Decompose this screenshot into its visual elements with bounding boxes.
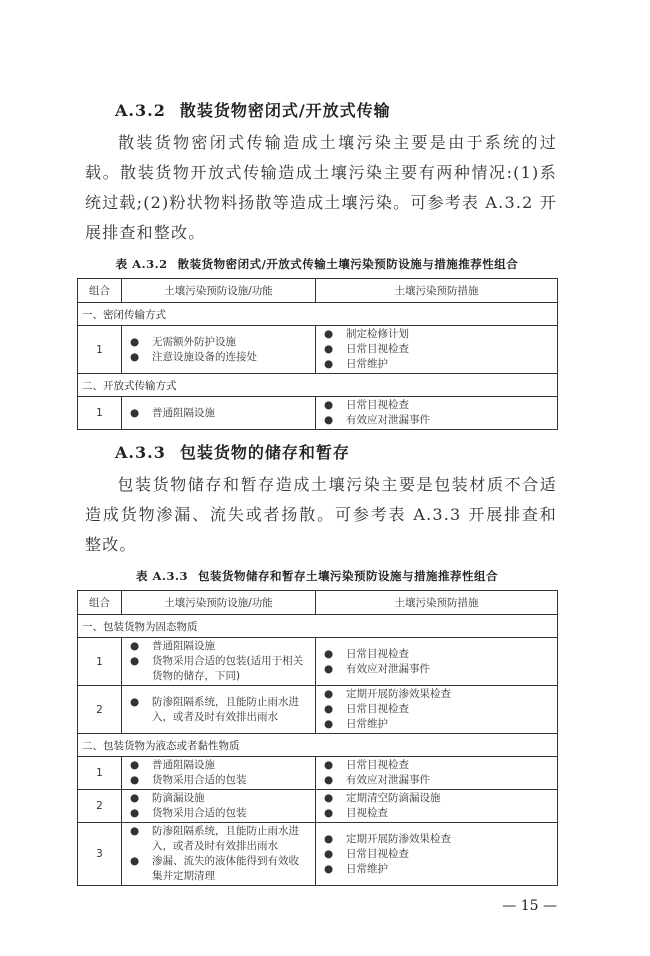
list-item-text: 日常目视检查 [346,847,409,860]
list-item [128,773,309,788]
list-item [128,854,309,884]
table-header-row [78,591,558,615]
column-header: 土壤污染预防设施/功能 [122,279,316,303]
list-item [128,335,309,350]
measures-cell [316,757,558,790]
list-item [322,647,551,662]
bullet-list [128,791,309,821]
list-item-text: 有效应对泄漏事件 [346,662,430,675]
bullet-icon: ● [324,414,334,426]
bullet-icon: ● [324,688,334,700]
bullet-icon: ● [130,825,140,837]
list-item [128,695,309,725]
list-item [128,758,309,773]
list-item-text: 日常目视检查 [346,759,409,771]
page-number: — 15 — [502,898,557,914]
list-item [322,342,551,357]
list-item-text: 渗漏、流失的液体能得到有效收集并定期清理 [152,855,299,882]
bullet-icon: ● [324,862,334,875]
list-item-text: 日常目视检查 [346,703,409,715]
list-item [322,413,551,428]
facilities-cell [122,790,316,823]
bullet-icon: ● [324,807,334,819]
bullet-icon: ● [130,807,140,819]
section-title: 包装货物的储存和暂存 [179,443,350,462]
list-item-text: 普通阻隔设施 [152,759,215,771]
paragraph [85,470,557,560]
list-item-text: 定期开展防渗效果检查 [346,832,451,845]
section-heading [115,98,557,124]
bullet-icon: ● [324,774,334,786]
combination-id: 1 [78,757,122,790]
measures-cell [316,790,558,823]
list-item [322,806,551,821]
list-item-text: 制定检修计划 [346,328,409,340]
column-header: 土壤污染预防设施/功能 [122,591,316,615]
facilities-cell [122,397,316,430]
paragraph-text: 散装货物密闭式传输造成土壤污染主要是由于系统的过载。散装货物开放式传输造成土壤污染主要有两种情况:(1)系统过载;(2)粉状物料扬散等造成土壤污染。可参考表 A.3.2 开展排查和整改。 [85,133,557,242]
list-item-text: 定期清空防滴漏设施 [346,792,441,804]
combination-id: 2 [78,686,122,734]
table-row [78,757,558,790]
table-row [78,638,558,686]
paragraph [85,128,557,248]
group-title: 二、包装货物为液态或者黏性物质 [78,734,558,757]
list-item [128,791,309,806]
list-item [128,806,309,821]
paragraph-text: 包装货物储存和暂存造成土壤污染主要是包装材质不合适造成货物渗漏、流失或者扬散。可参考表 A.3.3 开展排查和整改。 [85,475,557,554]
bullet-icon: ● [324,759,334,771]
measures-cell [316,326,558,374]
table-row [78,686,558,734]
list-item-text: 有效应对泄漏事件 [346,774,430,786]
list-item [128,824,309,854]
list-item-text: 货物采用合适的包装 [152,807,247,819]
column-header: 土壤污染预防措施 [316,279,558,303]
facilities-cell [122,686,316,734]
bullet-list [128,758,309,788]
table-row [78,326,558,374]
caption-text: 散装货物密闭式/开放式传输土壤污染预防设施与措施推荐性组合 [177,257,519,271]
section-number: A.3.3 [115,443,166,462]
list-item-text: 注意设施设备的连接处 [152,350,257,363]
facilities-cell [122,638,316,686]
group-title: 一、包装货物为固态物质 [78,615,558,638]
list-item-text: 货物采用合适的包装(适用于相关货物的储存，下同) [152,655,304,682]
list-item-text: 日常目视检查 [346,343,409,355]
list-item [128,639,309,654]
list-item [322,773,551,788]
list-item-text: 日常目视检查 [346,647,409,660]
bullet-icon: ● [130,655,140,667]
bullet-list [128,639,309,684]
bullet-list [322,832,551,877]
bullet-list [322,791,551,821]
bullet-list [128,695,309,725]
column-header: 土壤污染预防措施 [316,591,558,615]
bullet-icon: ● [324,399,334,411]
combination-id: 1 [78,397,122,430]
table-a32 [77,278,558,430]
bullet-icon: ● [324,358,334,370]
facilities-cell [122,823,316,886]
bullet-icon: ● [130,640,140,652]
table-caption [77,568,557,584]
section-title: 散装货物密闭式/开放式传输 [179,101,391,120]
bullet-list [322,758,551,788]
list-item-text: 目视检查 [346,807,388,819]
group-row [78,303,558,326]
list-item [128,654,309,684]
list-item-text: 日常维护 [346,718,388,730]
bullet-icon: ● [130,695,140,708]
bullet-icon: ● [324,718,334,730]
table-row [78,823,558,886]
measures-cell [316,397,558,430]
combination-id: 1 [78,638,122,686]
list-item [322,832,551,847]
bullet-icon: ● [324,662,334,675]
combination-id: 3 [78,823,122,886]
section-heading [115,440,557,466]
bullet-icon: ● [324,832,334,845]
list-item-text: 定期开展防渗效果检查 [346,688,451,700]
list-item-text: 日常维护 [346,358,388,370]
measures-cell [316,686,558,734]
section-number: A.3.2 [115,101,166,120]
bullet-icon: ● [130,350,140,363]
bullet-list [128,335,309,365]
measures-cell [316,638,558,686]
bullet-icon: ● [324,647,334,660]
list-item [322,327,551,342]
list-item [128,406,309,421]
table-row [78,397,558,430]
list-item-text: 有效应对泄漏事件 [346,414,430,426]
bullet-icon: ● [130,406,140,419]
bullet-list [128,406,309,421]
column-header: 组合 [78,591,122,615]
bullet-icon: ● [130,335,140,348]
list-item [322,862,551,877]
bullet-list [128,824,309,884]
combination-id: 2 [78,790,122,823]
group-row [78,615,558,638]
caption-number: 表 A.3.2 [115,257,168,271]
list-item-text: 日常目视检查 [346,399,409,411]
list-item [322,357,551,372]
list-item-text: 日常维护 [346,862,388,875]
list-item-text: 普通阻隔设施 [152,640,215,652]
bullet-icon: ● [130,759,140,771]
bullet-icon: ● [324,328,334,340]
list-item [322,662,551,677]
table-row [78,790,558,823]
bullet-list [322,647,551,677]
bullet-icon: ● [324,792,334,804]
bullet-icon: ● [324,343,334,355]
facilities-cell [122,757,316,790]
list-item-text: 防滴漏设施 [152,792,205,804]
list-item [322,791,551,806]
column-header: 组合 [78,279,122,303]
bullet-icon: ● [324,703,334,715]
measures-cell [316,823,558,886]
bullet-list [322,327,551,372]
list-item [322,717,551,732]
table-header-row [78,279,558,303]
caption-number: 表 A.3.3 [136,569,188,583]
list-item [322,702,551,717]
list-item [128,350,309,365]
list-item [322,847,551,862]
bullet-list [322,398,551,428]
group-title: 二、开放式传输方式 [78,374,558,397]
caption-text: 包装货物储存和暂存土壤污染预防设施与措施推荐性组合 [197,569,498,583]
group-title: 一、密闭传输方式 [78,303,558,326]
combination-id: 1 [78,326,122,374]
list-item-text: 普通阻隔设施 [152,406,215,419]
list-item [322,687,551,702]
list-item-text: 货物采用合适的包装 [152,774,247,786]
bullet-list [322,687,551,732]
group-row [78,734,558,757]
list-item [322,758,551,773]
facilities-cell [122,326,316,374]
bullet-icon: ● [130,855,140,867]
bullet-icon: ● [130,774,140,786]
group-row [78,374,558,397]
bullet-icon: ● [324,847,334,860]
list-item-text: 防渗阻隔系统，且能防止雨水进入，或者及时有效排出雨水 [152,695,299,723]
table-a33 [77,590,558,886]
table-caption [77,256,557,272]
list-item-text: 防渗阻隔系统，且能防止雨水进入，或者及时有效排出雨水 [152,825,299,852]
bullet-icon: ● [130,792,140,804]
list-item [322,398,551,413]
list-item-text: 无需额外防护设施 [152,335,236,348]
